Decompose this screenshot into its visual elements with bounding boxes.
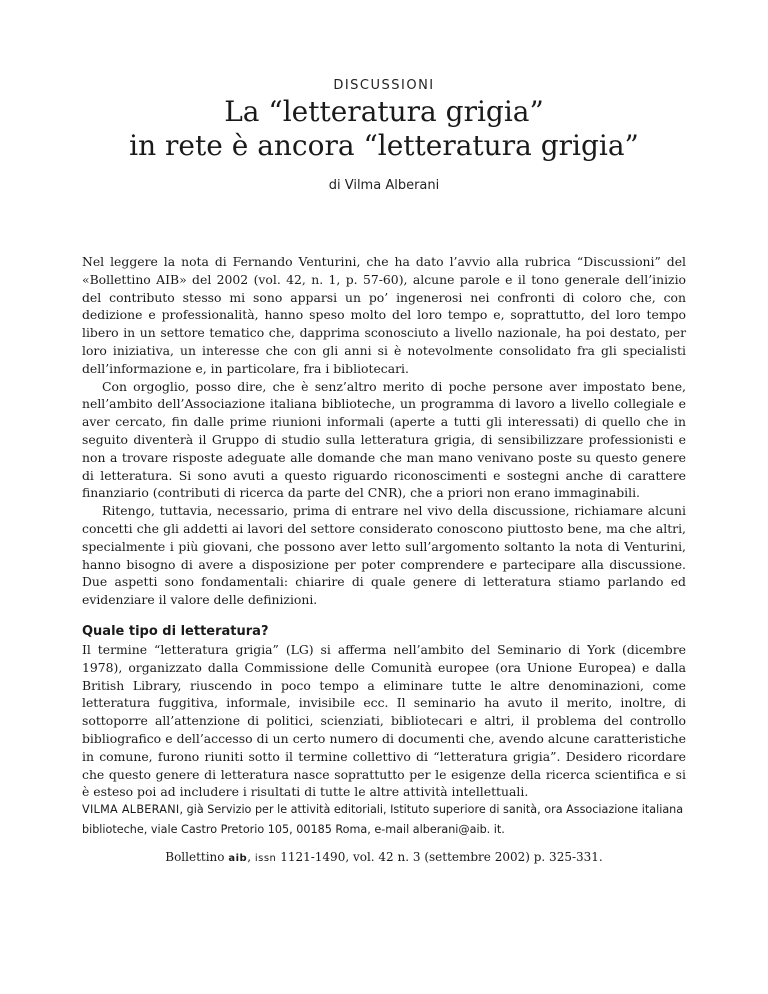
journal-citation: Bollettino aib, issn 1121-1490, vol. 42 n. 3 (settembre 2002) p. 325-331. [165, 850, 603, 864]
author-affiliation: , già Servizio per le attività editoriali, Istituto superiore di sanità, ora Associazione italiana biblioteche, viale Castro Pretorio 105, 00185 Roma, e-mail alberani@aib. it. [82, 803, 684, 836]
byline: di Vilma Alberani [328, 178, 440, 193]
author-note [82, 800, 686, 840]
citation-details: 1121-1490, vol. 42 n. 3 (settembre 2002) p. 325-331. [276, 850, 603, 864]
paragraph-3: Ritengo, tuttavia, necessario, prima di entrare nel vivo della discussione, richiamare alcuni concetti che gli addetti ai lavori del settore considerato conoscono piuttosto bene, ma che altri, specialmente i più giovani, che possono aver letto sull’argomento soltanto la nota di Venturini, hanno bisogno di avere a disposizione per poter comprendere e partecipare alla discussione. Due aspetti sono fondamentali: chiarire di quale genere di letteratura stiamo parlando ed evidenziare il valore delle definizioni. [82, 503, 686, 608]
section-label: DISCUSSIONI [333, 78, 435, 93]
citation-issn-label: issn [254, 853, 277, 864]
article-body [82, 253, 686, 801]
author-name: VILMA ALBERANI [82, 803, 180, 816]
article-title [82, 95, 686, 163]
title-line-1: La “letteratura grigia” [224, 95, 544, 128]
citation-prefix: Bollettino [165, 850, 225, 864]
paragraph-1: Nel leggere la nota di Fernando Venturini, che ha dato l’avvio alla rubrica “Discussioni” del «Bollettino AIB» del 2002 (vol. 42, n. 1, p. 57-60), alcune parole e il tono generale dell’inizio del contributo stesso mi sono apparsi un po’ ingenerosi nei confronti di coloro che, con dedizione e professionalità, hanno speso molto del loro tempo e, soprattutto, del loro tempo libero in un settore tematico che, dapprima sconosciuto a livello nazionale, ha poi destato, per loro iniziativa, un interesse che con gli anni si è notevolmente consolidato fra gli specialisti dell’informazione e, in particolare, fra i bibliotecari. [82, 254, 686, 376]
paragraph-2: Con orgoglio, posso dire, che è senz’altro merito di poche persone aver impostato bene, nell’ambito dell’Associazione italiana biblioteche, un programma di lavoro a livello collegiale e aver cercato, fin dalle prime riunioni informali (aperte a tutti gli interessati) di quello che in seguito diventerà il Gruppo di studio sulla letteratura grigia, di sensibilizzare professionisti e non a trovare risposte adeguate alle domande che man mano venivano poste su questo genere di letteratura. Si sono avuti a questo riguardo riconoscimenti e sostegni anche di carattere finanziario (contributi di ricerca da parte del CNR), che a priori non erano immaginabili. [82, 378, 686, 501]
citation-brand: aib [228, 853, 248, 864]
paragraph-4: Il termine “letteratura grigia” (LG) si afferma nell’ambito del Seminario di York (dicembre 1978), organizzato dalla Commissione delle Comunità europee (ora Unione Europea) e dalla British Library, riuscendo in poco tempo a eliminare tutte le altre denominazioni, come letteratura fuggitiva, informale, invisibile ecc. Il seminario ha avuto il merito, inoltre, di sottoporre all’attenzione di politici, scienziati, bibliotecari e altri, il problema del controllo bibliografico e dell’accesso di un certo numero di documenti che, avendo alcune caratteristiche in comune, furono riuniti sotto il termine collettivo di “letteratura grigia”. Desidero ricordare che questo genere di letteratura nasce soprattutto per le esigenze della ricerca scientifica e si è esteso poi ad includere i risultati di tutte le altre attività intellettuali. [82, 641, 686, 800]
section-heading: Quale tipo di letteratura? [82, 623, 269, 639]
title-line-2: in rete è ancora “letteratura grigia” [129, 129, 639, 162]
